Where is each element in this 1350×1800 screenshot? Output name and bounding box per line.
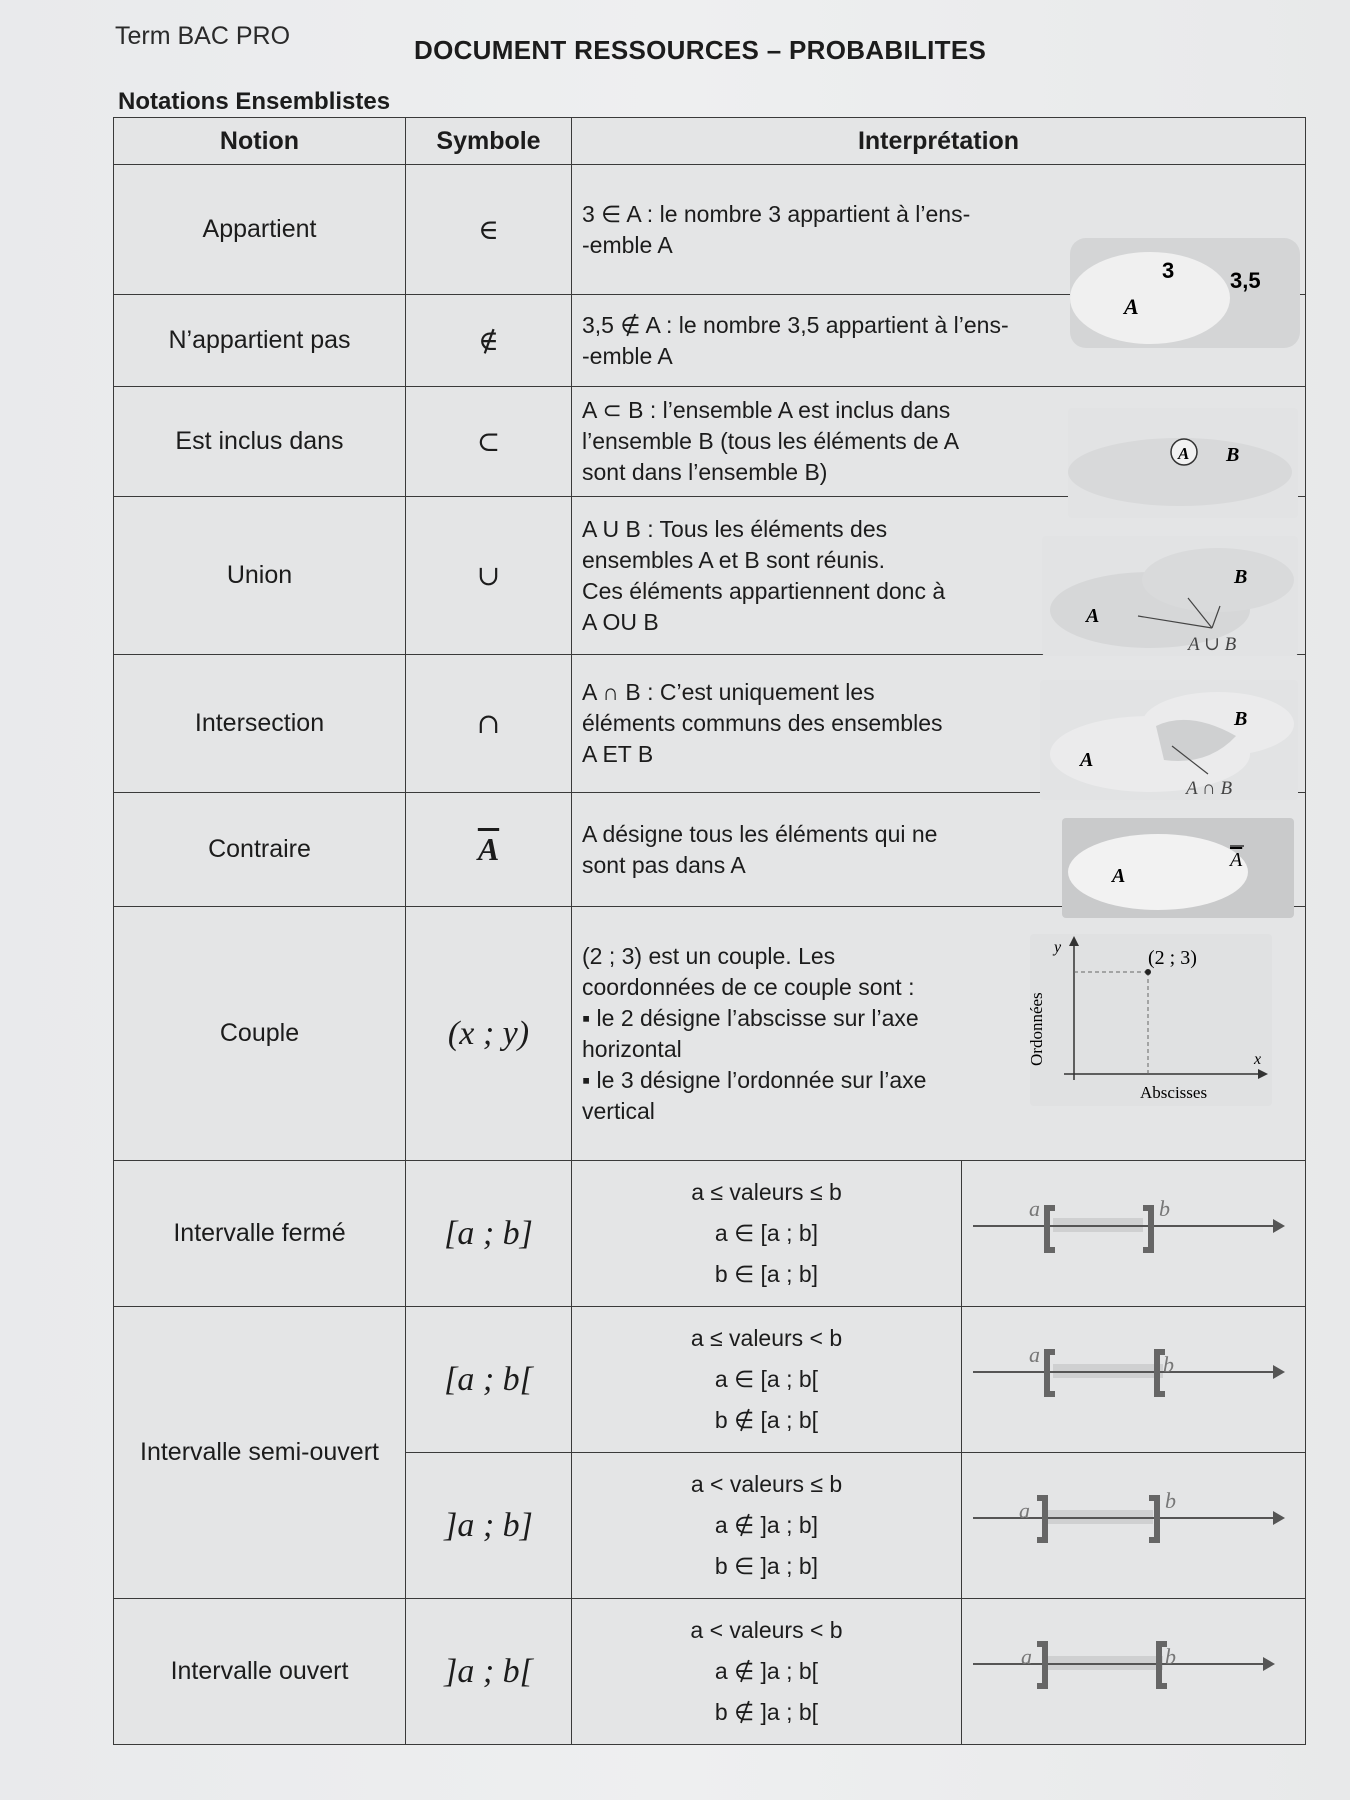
element-out-label: 3,5: [1230, 268, 1261, 293]
symbol-cell: ∪: [406, 497, 572, 655]
set-a-label: A: [1086, 605, 1100, 627]
notion-cell: Est inclus dans: [114, 387, 406, 497]
interp-line: a ≤ valeurs < b: [690, 1325, 843, 1351]
notion-cell: Couple: [114, 907, 406, 1161]
column-header-notion: Notion: [114, 118, 406, 165]
interp-line: a ≤ valeurs ≤ b: [691, 1179, 842, 1205]
interval-figure-cell: [962, 1161, 1306, 1307]
inclusion-figure: [1068, 408, 1298, 518]
interp-line: éléments communs des ensembles: [582, 710, 943, 736]
interpretation-cell: [572, 1307, 962, 1453]
symbol-cell: ⊂: [406, 387, 572, 497]
interpretation-cell: [572, 1161, 962, 1307]
symbol-cell: ∩: [406, 655, 572, 793]
notion-cell: Intersection: [114, 655, 406, 793]
interp-line: a ∉ ]a ; b[: [714, 1658, 819, 1684]
bound-a-label: a: [1019, 1498, 1030, 1523]
table-row: [114, 1599, 1306, 1745]
coordinates-diagram: [1027, 934, 1272, 1106]
membership-figure: [1070, 238, 1300, 348]
symbol-cell: ∉: [406, 295, 572, 387]
set-a-label: A: [1124, 294, 1139, 319]
interp-line: A désigne tous les éléments qui ne: [582, 820, 938, 847]
symbol-cell: ]a ; b]: [406, 1453, 572, 1599]
interp-line: Ces éléments appartiennent donc à: [582, 577, 946, 604]
union-label: A ∪ B: [1188, 634, 1237, 655]
complement-diagram: [1062, 818, 1294, 918]
set-a-label: A: [1178, 444, 1190, 463]
bound-a-label: a: [1029, 1342, 1040, 1367]
table-row: [114, 1161, 1306, 1307]
interp-line: a ∈ [a ; b[: [714, 1366, 819, 1392]
symbol-cell: (x ; y): [406, 907, 572, 1161]
notion-cell: Appartient: [114, 165, 406, 295]
document-title: DOCUMENT RESSOURCES – PROBABILITES: [414, 35, 987, 65]
symbol-cell: [406, 793, 572, 907]
interp-line: a ∉ ]a ; b]: [714, 1512, 819, 1538]
point-label: (2 ; 3): [1148, 947, 1197, 969]
set-a-ellipse: [1070, 252, 1230, 344]
bound-b-label: b: [1163, 1352, 1174, 1377]
interp-line: a < valeurs < b: [690, 1617, 843, 1643]
interval-figure-cell: [962, 1307, 1306, 1453]
notion-cell: Intervalle ouvert: [114, 1599, 406, 1745]
open-interval-diagram: [963, 1624, 1303, 1714]
set-a-ellipse: [1068, 834, 1248, 910]
interp-line: A OU B: [582, 608, 659, 635]
interp-line: horizontal: [582, 1035, 682, 1062]
union-figure: [1042, 536, 1298, 656]
interval-figure-cell: [962, 1453, 1306, 1599]
interp-line: b ∉ [a ; b[: [714, 1407, 819, 1433]
notion-cell: Contraire: [114, 793, 406, 907]
x-axis-letter: x: [1254, 1051, 1262, 1068]
interp-line: 3,5 ∉ A : le nombre 3,5 appartient à l’ens-: [582, 311, 1009, 338]
membership-diagram: [1070, 238, 1300, 348]
complement-label: A: [1230, 849, 1243, 871]
bound-b-label: b: [1165, 1644, 1176, 1669]
complement-figure: [1062, 818, 1294, 918]
notion-cell: Intervalle fermé: [114, 1161, 406, 1307]
table-header-row: [114, 118, 1306, 165]
x-axis-title: Abscisses: [1140, 1083, 1208, 1102]
interp-line: ensembles A et B sont réunis.: [582, 546, 886, 573]
set-b-ellipse: [1142, 548, 1294, 612]
interp-line: ▪ le 3 désigne l’ordonnée sur l’axe: [582, 1066, 927, 1093]
bound-a-label: a: [1029, 1196, 1040, 1221]
interpretation-cell: [572, 1599, 962, 1745]
interp-line: a < valeurs ≤ b: [690, 1471, 843, 1497]
interp-line: b ∈ [a ; b]: [714, 1261, 819, 1287]
section-title: Notations Ensemblistes: [118, 88, 391, 115]
intersection-figure: [1040, 680, 1298, 800]
table-row: [114, 1307, 1306, 1453]
set-b-label: B: [1234, 566, 1248, 588]
interpretation-cell: [572, 1453, 962, 1599]
right-bracket-closed: [1143, 1208, 1151, 1250]
interp-line: a ∈ [a ; b]: [714, 1220, 819, 1246]
notion-cell: Intervalle semi-ouvert: [114, 1307, 406, 1599]
interp-line: -emble A: [582, 231, 673, 258]
element-in-label: 3: [1162, 258, 1175, 283]
arrow-head-icon: [1273, 1511, 1285, 1525]
interp-line: l’ensemble B (tous les éléments de A: [582, 428, 960, 454]
interp-line: vertical: [582, 1097, 655, 1124]
y-axis-title: Ordonnées: [1027, 992, 1046, 1066]
symbol-cell: [a ; b]: [406, 1161, 572, 1307]
interp-line: coordonnées de ce couple sont :: [582, 973, 915, 1000]
intersection-diagram: [1040, 680, 1298, 800]
bound-b-label: b: [1159, 1196, 1170, 1221]
complement-symbol: $\overline{A}$: [477, 831, 500, 867]
notations-table: [113, 117, 1306, 1745]
interp-line: A U B : Tous les éléments des: [582, 515, 888, 542]
column-header-symbole: Symbole: [406, 118, 572, 165]
half-open-left-interval-diagram: [963, 1478, 1303, 1568]
arrow-head-icon: [1263, 1657, 1275, 1671]
interp-line: ▪ le 2 désigne l’abscisse sur l’axe: [582, 1004, 919, 1031]
notion-cell: Union: [114, 497, 406, 655]
set-a-label: A: [1080, 749, 1094, 771]
intersection-label: A ∩ B: [1186, 778, 1233, 799]
bound-a-label: a: [1021, 1644, 1032, 1669]
arrow-head-icon: [1273, 1365, 1285, 1379]
interp-line: sont pas dans A: [582, 851, 746, 878]
set-b-label: B: [1226, 444, 1240, 466]
interp-line: A ∩ B : C’est uniquement les: [582, 679, 875, 705]
set-b-label: B: [1234, 708, 1248, 730]
half-open-right-interval-diagram: [963, 1332, 1303, 1422]
interp-line: A ⊂ B : l’ensemble A est inclus dans: [582, 397, 951, 423]
inclusion-diagram: [1068, 408, 1298, 518]
arrow-head-icon: [1273, 1219, 1285, 1233]
coordinates-figure: [1027, 934, 1272, 1106]
set-a-label: A: [1112, 865, 1126, 887]
symbol-cell: [a ; b[: [406, 1307, 572, 1453]
column-header-interpretation: Interprétation: [572, 118, 1306, 165]
interp-line: -emble A: [582, 342, 673, 369]
point-marker: [1145, 969, 1151, 975]
symbol-cell: ∈: [406, 165, 572, 295]
interp-line: A ET B: [582, 741, 654, 767]
union-diagram: [1042, 536, 1298, 656]
bound-b-label: b: [1165, 1488, 1176, 1513]
y-axis-letter: y: [1054, 939, 1062, 956]
closed-interval-diagram: [963, 1186, 1303, 1276]
symbol-cell: ]a ; b[: [406, 1599, 572, 1745]
interval-figure-cell: [962, 1599, 1306, 1745]
class-level-label: Term BAC PRO: [115, 22, 291, 50]
interp-line: 3 ∈ A : le nombre 3 appartient à l’ens-: [582, 200, 971, 227]
interp-line: b ∉ ]a ; b[: [714, 1699, 819, 1725]
notion-cell: N’appartient pas: [114, 295, 406, 387]
interp-line: (2 ; 3) est un couple. Les: [582, 942, 836, 969]
interp-line: sont dans l’ensemble B): [582, 459, 828, 485]
interp-line: b ∈ ]a ; b]: [714, 1553, 819, 1579]
